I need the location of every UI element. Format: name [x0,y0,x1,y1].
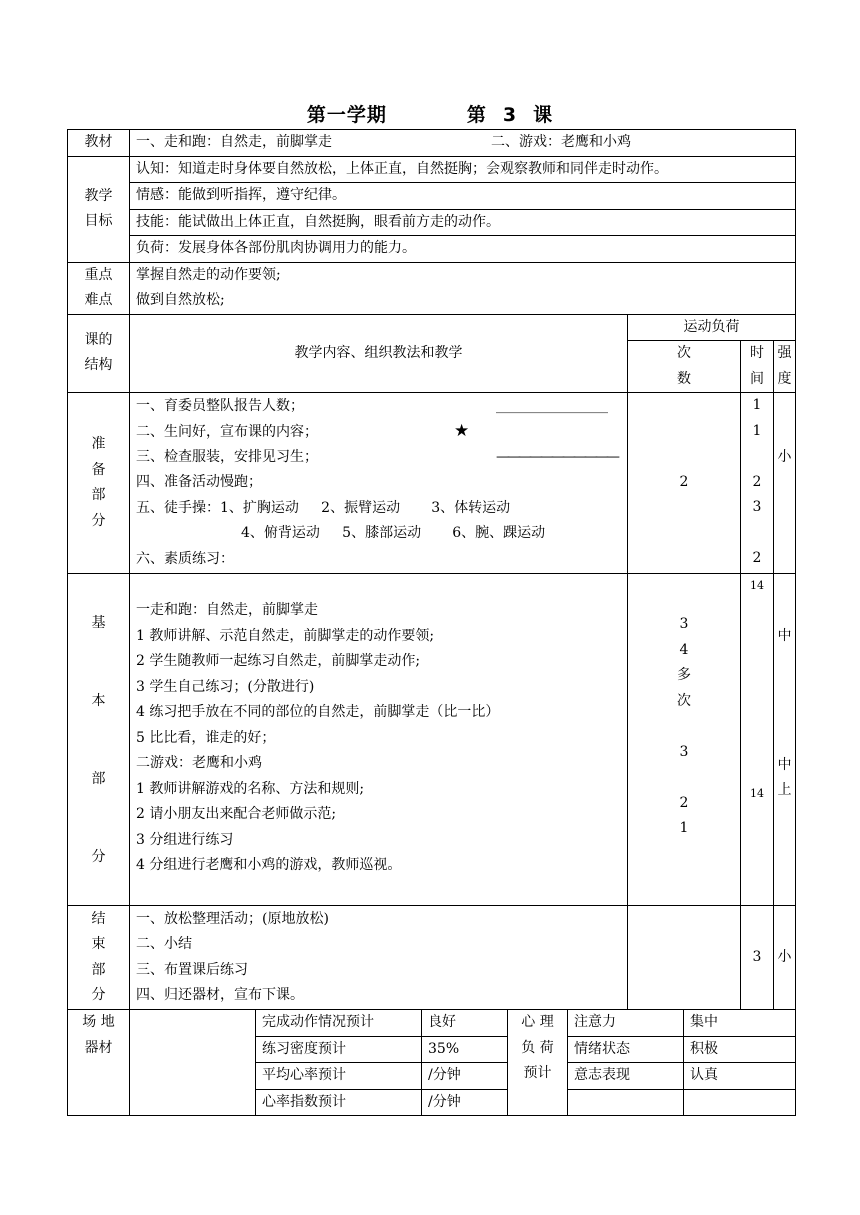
psych-name: 意志表现 [568,1063,684,1090]
prep-time-value: 3 [752,499,762,515]
goal-item: 情感：能做到听指挥，遵守纪律。 [130,183,796,210]
psych-value: 认真 [684,1063,796,1090]
psych-value: 集中 [684,1010,796,1037]
venue-label [68,1010,130,1116]
goal-item: 负荷：发展身体各部份肌肉协调用力的能力。 [130,236,796,263]
venue-label-1: 场 地 [82,1014,115,1030]
end-label-char: 结 [91,910,106,927]
end-time: 3 [741,906,774,1010]
goals-label-2: 目标 [84,213,113,229]
time-header [741,341,774,393]
psych-value: 积极 [684,1036,796,1063]
key-point: 做到自然放松; [136,292,225,308]
basic-intensity [774,574,796,906]
intensity-header [774,341,796,393]
prep-line: 一、育委员整队报告人数； [136,397,304,414]
prep-time-value: 2 [752,473,762,490]
prep-line: 二、生问好，宣布课的内容； [136,424,318,441]
basic-count-value: 3 [679,616,689,632]
page-title [0,100,860,127]
basic-line: 一走和跑：自然走，前脚掌走 [136,602,318,618]
key-point: 掌握自然走的动作要领; [136,266,281,283]
structure-header-1: 课的 [84,331,113,348]
load-header: 运动负荷 [628,314,796,341]
psych-label-3: 预计 [523,1065,552,1081]
material-item-2: 二、游戏：老鹰和小鸡 [491,134,631,150]
estimate-name: 心率指数预计 [256,1089,422,1116]
prep-line: 三、检查服装，安排见习生； [136,448,318,465]
content-header: 教学内容、组织教法和教学 [130,314,628,393]
lesson-prefix: 第 [466,104,487,126]
material-row [130,130,796,157]
prep-count: 2 [628,393,741,574]
prep-time-value: 1 [752,397,762,413]
basic-label-char: 本 [91,692,106,709]
psych-label [508,1010,568,1116]
basic-count-value: 1 [679,820,689,836]
psych-name: 注意力 [568,1010,684,1037]
estimate-value: 良好 [422,1010,508,1037]
estimate-value: /分钟 [422,1063,508,1090]
end-label-char: 部 [91,961,106,978]
count-header [628,341,741,393]
basic-line: 2 学生随教师一起练习自然走，前脚掌走动作; [136,653,421,669]
basic-intensity-value: 上 [777,782,792,798]
end-label [68,906,130,1010]
material-label: 教材 [68,130,130,157]
time-header-1: 时 [750,345,764,361]
basic-line: 二游戏：老鹰和小鸡 [136,755,262,771]
basic-line: 4 分组进行老鹰和小鸡的游戏，教师巡视。 [136,857,402,873]
prep-line: 四、准备活动慢跑； [136,474,262,491]
lesson-number: 3 [502,104,518,126]
psych-value-empty [684,1089,796,1116]
goal-item: 技能：能试做出上体正直，自然挺胸，眼看前方走的动作。 [130,209,796,236]
intensity-header-2: 度 [777,370,792,387]
end-line: 一、放松整理活动；(原地放松) [136,910,329,927]
psych-label-1: 心 理 [521,1014,554,1030]
prep-label-char: 备 [91,461,106,478]
basic-time-value: 14 [750,579,764,592]
prep-label-char: 部 [91,487,106,503]
prep-label-char: 分 [91,512,106,529]
key-points-label-1: 重点 [84,266,113,283]
basic-label-char: 分 [91,848,106,865]
basic-line: 3 学生自己练习；(分散进行) [136,678,315,695]
basic-line: 1 教师讲解、示范自然走，前脚掌走的动作要领; [136,627,435,644]
estimate-name: 完成动作情况预计 [256,1010,422,1037]
basic-count-value: 4 [679,641,689,658]
prep-time-value: 2 [752,550,762,566]
star-icon: ★ [454,421,470,442]
count-header-1: 次 [677,345,691,361]
prep-content [130,393,628,574]
key-points-label-2: 难点 [84,292,113,308]
estimate-name: 练习密度预计 [256,1036,422,1063]
prep-label [68,393,130,574]
venue-label-2: 器材 [84,1039,113,1056]
end-intensity: 小 [774,906,796,1010]
basic-label-char: 部 [91,770,106,787]
lesson-plan-table [67,129,796,1116]
basic-intensity-value: 中 [777,757,792,773]
end-label-char: 束 [91,936,106,952]
lesson-suffix: 课 [533,104,554,126]
prep-time-value [741,521,773,547]
basic-line: 2 请小朋友出来配合老师做示范; [136,806,337,822]
material-item-1: 一、走和跑：自然走，前脚掌走 [136,134,332,150]
key-points [130,262,796,314]
dash-line: ——————————— [496,448,617,465]
structure-header-2: 结构 [84,357,113,374]
end-line: 二、小结 [136,936,192,952]
prep-time [741,393,774,574]
basic-line: 1 教师讲解游戏的名称、方法和规则; [136,780,365,797]
goals-label [68,156,130,262]
basic-label [68,574,130,906]
basic-time-value: 14 [750,787,764,800]
basic-count-value: 3 [679,743,689,760]
prep-line: 六、素质练习： [136,550,234,567]
psych-name-empty [568,1089,684,1116]
basic-content [130,574,628,906]
prep-line: 五、徒手操：1、扩胸运动 2、振臂运动 3、体转运动 [136,499,511,516]
psych-label-2: 负 荷 [521,1039,554,1056]
signature-line: ________________ [496,397,608,414]
basic-count-value: 2 [679,794,689,811]
basic-label-char: 基 [91,614,106,631]
basic-line: 3 分组进行练习 [136,831,234,848]
prep-label-char: 准 [91,436,106,452]
psych-name: 情绪状态 [568,1036,684,1063]
end-content [130,906,628,1010]
end-label-char: 分 [91,987,106,1003]
prep-line: 4、俯背运动 5、膝部运动 6、腕、踝运动 [241,525,546,542]
estimate-value: /分钟 [422,1089,508,1116]
end-line: 三、布置课后练习 [136,961,248,978]
structure-header [68,314,130,393]
venue-value [130,1010,256,1116]
basic-count-value [628,765,740,791]
basic-count-value: 次 [677,692,691,709]
time-header-2: 间 [750,370,764,387]
goal-item: 认知：知道走时身体要自然放松，上体正直，自然挺胸；会观察教师和同伴走时动作。 [130,156,796,183]
prep-time-value: 1 [752,422,762,439]
basic-count-value [628,714,740,740]
intensity-header-1: 强 [777,345,792,361]
prep-intensity: 小 [774,393,796,574]
end-count [628,906,741,1010]
basic-intensity-value: 中 [777,628,792,644]
basic-time [741,574,774,906]
count-header-2: 数 [677,370,691,387]
term-title: 第一学期 [306,104,387,126]
basic-line: 5 比比看，谁走的好； [136,729,276,746]
basic-count-value: 多 [677,667,691,683]
estimate-name: 平均心率预计 [256,1063,422,1090]
key-points-label [68,262,130,314]
basic-line: 4 练习把手放在不同的部位的自然走，前脚掌走（比一比） [136,704,500,720]
estimate-value: 35% [422,1036,508,1063]
basic-count [628,574,741,906]
end-line: 四、归还器材，宣布下课。 [136,987,304,1003]
goals-label-1: 教学 [84,187,113,204]
prep-time-value [741,444,773,470]
